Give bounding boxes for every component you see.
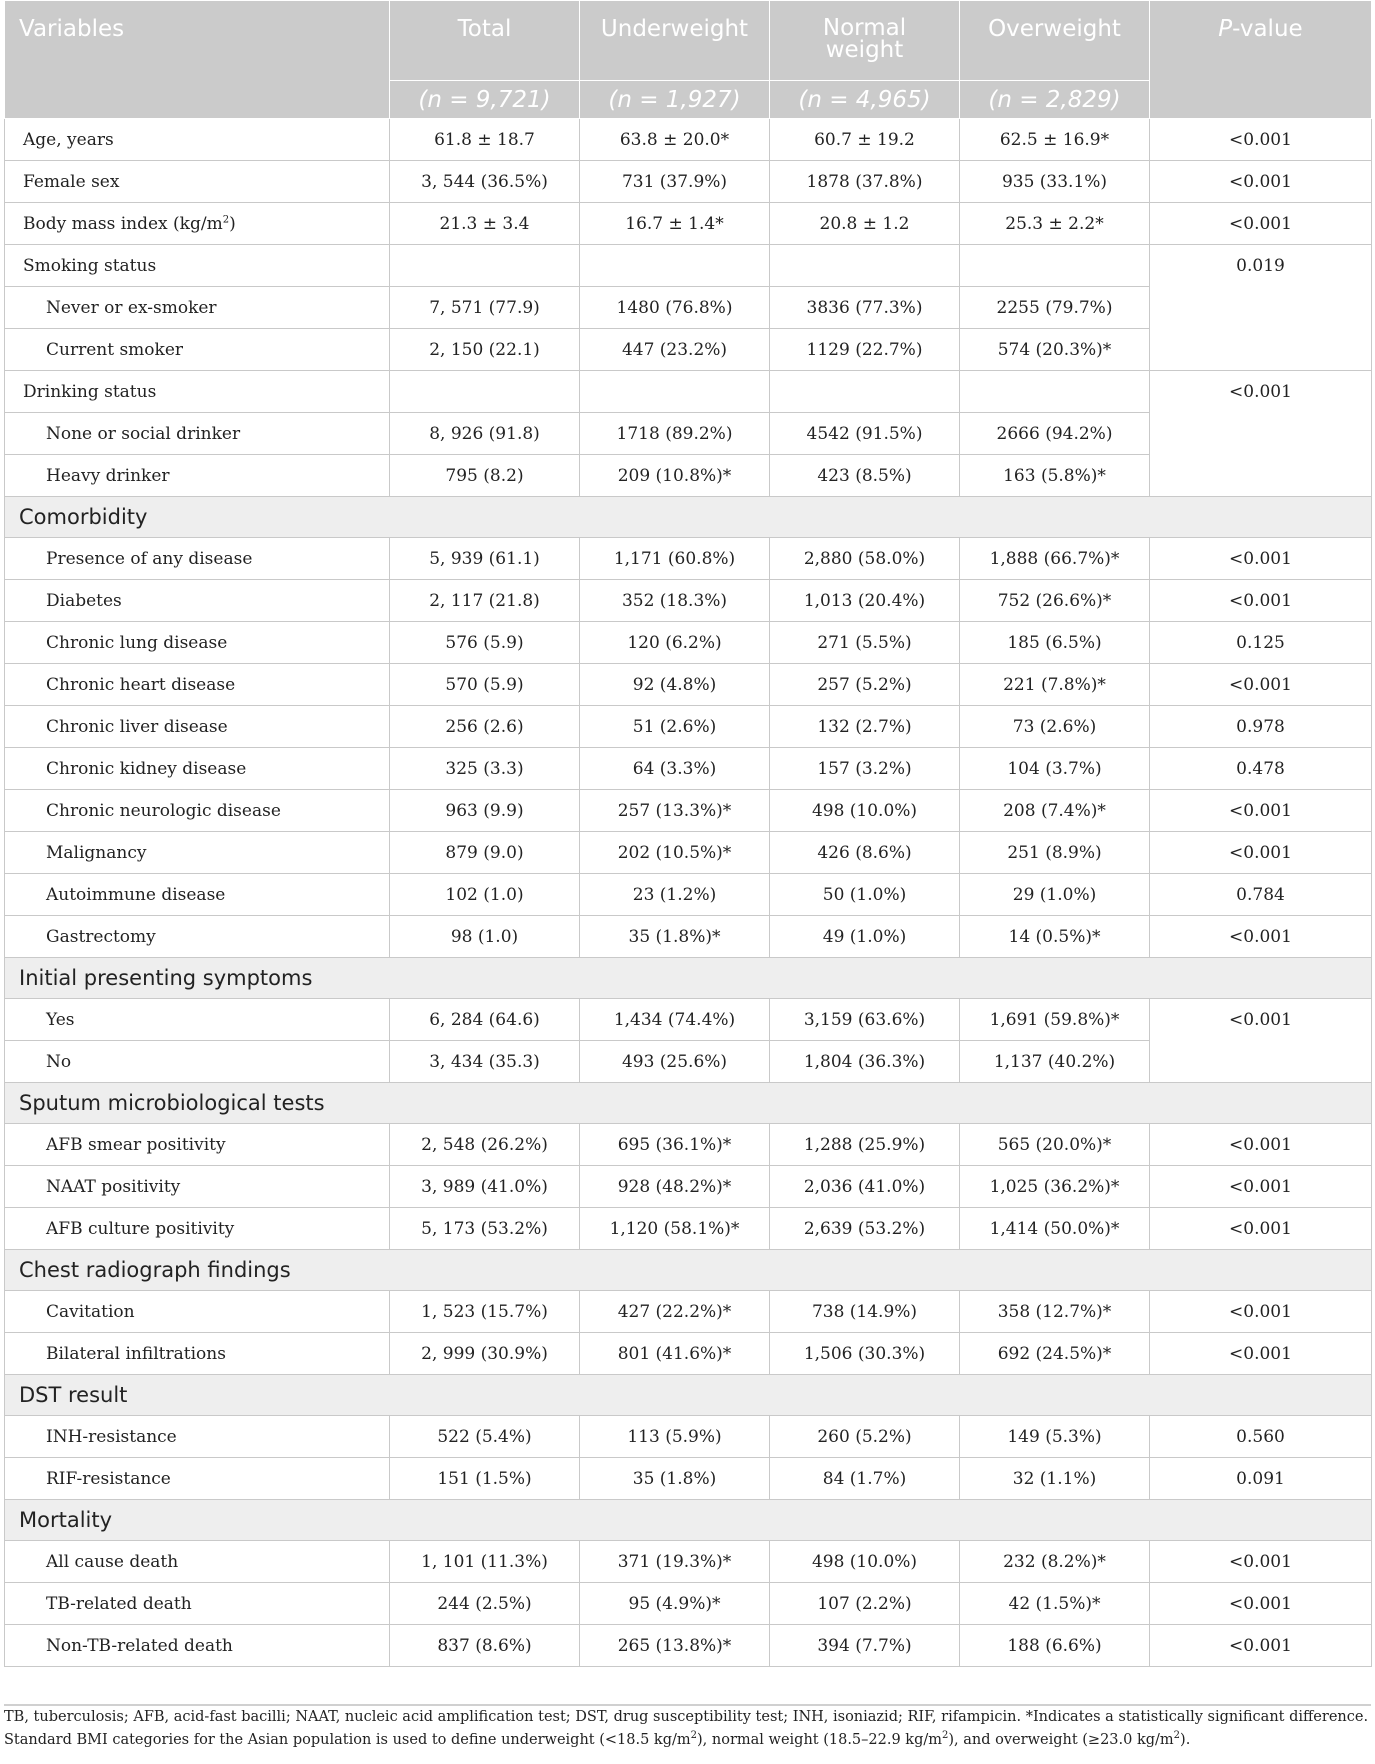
- table-row: [5, 455, 1372, 497]
- cell-p-value: <0.001: [1150, 1291, 1372, 1333]
- cell-normal: 394 (7.7%): [770, 1625, 960, 1667]
- cell-normal: 2,639 (53.2%): [770, 1208, 960, 1250]
- cell-p-value: <0.001: [1150, 538, 1372, 580]
- cell-underweight: 257 (13.3%)*: [580, 790, 770, 832]
- footnote-line-1: TB, tuberculosis; AFB, acid-fast bacilli; NAAT, nucleic acid amplification test; DST, drug susceptibility test; INH, isoniazid; RIF, rifampicin. *Indicates a statistically significant difference.: [4, 1709, 1369, 1725]
- cell-overweight: 104 (3.7%): [960, 748, 1150, 790]
- cell-total: 6, 284 (64.6): [390, 999, 580, 1041]
- cell-p-value: [1150, 413, 1372, 455]
- cell-underweight: 120 (6.2%): [580, 622, 770, 664]
- cell-p-value: <0.001: [1150, 1541, 1372, 1583]
- section-row-symptoms: [5, 958, 1372, 999]
- cell-underweight: 92 (4.8%): [580, 664, 770, 706]
- table-row: [5, 287, 1372, 329]
- table-header: [5, 1, 1372, 119]
- cell-overweight: 185 (6.5%): [960, 622, 1150, 664]
- row-label: Drinking status: [5, 371, 390, 413]
- row-label: Chronic liver disease: [5, 706, 390, 748]
- row-label: Gastrectomy: [5, 916, 390, 958]
- cell-normal: 50 (1.0%): [770, 874, 960, 916]
- table-row: [5, 1541, 1372, 1583]
- row-label: Age, years: [5, 119, 390, 161]
- table-row: [5, 580, 1372, 622]
- row-label: Current smoker: [5, 329, 390, 371]
- cell-overweight: 73 (2.6%): [960, 706, 1150, 748]
- cell-total: 5, 173 (53.2%): [390, 1208, 580, 1250]
- section-heading: DST result: [5, 1375, 1372, 1416]
- cell-total: 963 (9.9): [390, 790, 580, 832]
- cell-underweight: [580, 245, 770, 287]
- table-row: [5, 203, 1372, 245]
- row-label: Heavy drinker: [5, 455, 390, 497]
- cell-overweight: 149 (5.3%): [960, 1416, 1150, 1458]
- row-label: Autoimmune disease: [5, 874, 390, 916]
- table-row: [5, 1041, 1372, 1083]
- row-label: All cause death: [5, 1541, 390, 1583]
- cell-normal: 260 (5.2%): [770, 1416, 960, 1458]
- cell-total: [390, 371, 580, 413]
- cell-underweight: 95 (4.9%)*: [580, 1583, 770, 1625]
- cell-normal: 1,288 (25.9%): [770, 1124, 960, 1166]
- cell-overweight: 42 (1.5%)*: [960, 1583, 1150, 1625]
- row-label: RIF-resistance: [5, 1458, 390, 1500]
- cell-underweight: [580, 371, 770, 413]
- cell-underweight: 63.8 ± 20.0*: [580, 119, 770, 161]
- cell-normal: 1129 (22.7%): [770, 329, 960, 371]
- row-label: Presence of any disease: [5, 538, 390, 580]
- cell-total: 795 (8.2): [390, 455, 580, 497]
- table-row: [5, 161, 1372, 203]
- table-row: [5, 1625, 1372, 1667]
- cell-total: 325 (3.3): [390, 748, 580, 790]
- table-row: [5, 999, 1372, 1041]
- table-row: [5, 1124, 1372, 1166]
- table-row: [5, 832, 1372, 874]
- header-p-value: P-value: [1150, 1, 1372, 119]
- cell-p-value: [1150, 329, 1372, 371]
- cell-p-value: <0.001: [1150, 790, 1372, 832]
- cell-underweight: 209 (10.8%)*: [580, 455, 770, 497]
- table-row: [5, 538, 1372, 580]
- cell-normal: 2,036 (41.0%): [770, 1166, 960, 1208]
- table-row: [5, 664, 1372, 706]
- cell-overweight: 752 (26.6%)*: [960, 580, 1150, 622]
- cell-normal: 3,159 (63.6%): [770, 999, 960, 1041]
- table-row: [5, 1208, 1372, 1250]
- cell-normal: 20.8 ± 1.2: [770, 203, 960, 245]
- cell-p-value: <0.001: [1150, 1208, 1372, 1250]
- cell-total: 102 (1.0): [390, 874, 580, 916]
- cell-overweight: 574 (20.3%)*: [960, 329, 1150, 371]
- cell-underweight: 695 (36.1%)*: [580, 1124, 770, 1166]
- cell-p-value: <0.001: [1150, 580, 1372, 622]
- table-row: [5, 371, 1372, 413]
- table-container: [4, 0, 1371, 1667]
- cell-underweight: 1718 (89.2%): [580, 413, 770, 455]
- cell-normal: 84 (1.7%): [770, 1458, 960, 1500]
- row-label: Chronic heart disease: [5, 664, 390, 706]
- cell-underweight: 371 (19.3%)*: [580, 1541, 770, 1583]
- cell-p-value: 0.978: [1150, 706, 1372, 748]
- table-row: [5, 622, 1372, 664]
- row-label: No: [5, 1041, 390, 1083]
- cell-total: 151 (1.5%): [390, 1458, 580, 1500]
- cell-overweight: [960, 245, 1150, 287]
- cell-overweight: 1,888 (66.7%)*: [960, 538, 1150, 580]
- cell-overweight: 188 (6.6%): [960, 1625, 1150, 1667]
- table-row: [5, 1166, 1372, 1208]
- cell-normal: 4542 (91.5%): [770, 413, 960, 455]
- cell-total: 98 (1.0): [390, 916, 580, 958]
- row-label: NAAT positivity: [5, 1166, 390, 1208]
- cell-total: 3, 544 (36.5%): [390, 161, 580, 203]
- header-overweight: Overweight: [960, 1, 1150, 81]
- section-row-chest: [5, 1250, 1372, 1291]
- section-heading: Sputum microbiological tests: [5, 1083, 1372, 1124]
- row-label: Chronic neurologic disease: [5, 790, 390, 832]
- cell-total: 7, 571 (77.9): [390, 287, 580, 329]
- cell-underweight: 16.7 ± 1.4*: [580, 203, 770, 245]
- table-row: [5, 329, 1372, 371]
- cell-normal: 1,804 (36.3%): [770, 1041, 960, 1083]
- cell-p-value: <0.001: [1150, 1583, 1372, 1625]
- cell-normal: 49 (1.0%): [770, 916, 960, 958]
- section-row-comorbidity: [5, 497, 1372, 538]
- cell-p-value: <0.001: [1150, 1625, 1372, 1667]
- row-label: Diabetes: [5, 580, 390, 622]
- cell-p-value: 0.091: [1150, 1458, 1372, 1500]
- cell-overweight: 62.5 ± 16.9*: [960, 119, 1150, 161]
- cell-overweight: 358 (12.7%)*: [960, 1291, 1150, 1333]
- cell-normal: 426 (8.6%): [770, 832, 960, 874]
- table-row: [5, 1416, 1372, 1458]
- table-row: [5, 874, 1372, 916]
- cell-total: 2, 117 (21.8): [390, 580, 580, 622]
- cell-p-value: <0.001: [1150, 1333, 1372, 1375]
- cell-total: 5, 939 (61.1): [390, 538, 580, 580]
- cell-normal: 1,013 (20.4%): [770, 580, 960, 622]
- section-row-sputum: [5, 1083, 1372, 1124]
- cell-underweight: 493 (25.6%): [580, 1041, 770, 1083]
- cell-p-value: <0.001: [1150, 916, 1372, 958]
- table-body: [5, 119, 1372, 1667]
- table-row: [5, 1333, 1372, 1375]
- cell-underweight: 35 (1.8%): [580, 1458, 770, 1500]
- cell-overweight: 221 (7.8%)*: [960, 664, 1150, 706]
- cell-underweight: 64 (3.3%): [580, 748, 770, 790]
- cell-underweight: 801 (41.6%)*: [580, 1333, 770, 1375]
- row-label: AFB culture positivity: [5, 1208, 390, 1250]
- cell-normal: 498 (10.0%): [770, 1541, 960, 1583]
- table-row: [5, 1458, 1372, 1500]
- row-label: Never or ex-smoker: [5, 287, 390, 329]
- section-heading: Comorbidity: [5, 497, 1372, 538]
- cell-total: 21.3 ± 3.4: [390, 203, 580, 245]
- cell-overweight: 692 (24.5%)*: [960, 1333, 1150, 1375]
- header-n-normal: (n = 4,965): [770, 81, 960, 119]
- cell-underweight: 427 (22.2%)*: [580, 1291, 770, 1333]
- cell-p-value: <0.001: [1150, 999, 1372, 1041]
- row-label: Malignancy: [5, 832, 390, 874]
- cell-total: 2, 150 (22.1): [390, 329, 580, 371]
- cell-p-value: <0.001: [1150, 1166, 1372, 1208]
- cell-total: 8, 926 (91.8): [390, 413, 580, 455]
- cell-total: 837 (8.6%): [390, 1625, 580, 1667]
- section-heading: Chest radiograph findings: [5, 1250, 1372, 1291]
- row-label: TB-related death: [5, 1583, 390, 1625]
- cell-p-value: [1150, 455, 1372, 497]
- cell-overweight: 2255 (79.7%): [960, 287, 1150, 329]
- cell-normal: 3836 (77.3%): [770, 287, 960, 329]
- cell-total: 3, 434 (35.3): [390, 1041, 580, 1083]
- cell-normal: 107 (2.2%): [770, 1583, 960, 1625]
- row-label: Chronic lung disease: [5, 622, 390, 664]
- cell-overweight: 251 (8.9%): [960, 832, 1150, 874]
- cell-underweight: 35 (1.8%)*: [580, 916, 770, 958]
- cell-overweight: 2666 (94.2%): [960, 413, 1150, 455]
- table-row: [5, 413, 1372, 455]
- cell-normal: 738 (14.9%): [770, 1291, 960, 1333]
- table-row: [5, 790, 1372, 832]
- header-n-underweight: (n = 1,927): [580, 81, 770, 119]
- cell-total: 522 (5.4%): [390, 1416, 580, 1458]
- table-row: [5, 245, 1372, 287]
- footnote-line-2: Standard BMI categories for the Asian population is used to define underweight (<18.5 $kg/m^2$), normal weight (18.5–22.9 $kg/m^2$), and overweight (≥23.0 $kg/m^2$).: [4, 1730, 1191, 1748]
- table-row: [5, 916, 1372, 958]
- cell-underweight: 928 (48.2%)*: [580, 1166, 770, 1208]
- cell-total: 3, 989 (41.0%): [390, 1166, 580, 1208]
- cell-underweight: 113 (5.9%): [580, 1416, 770, 1458]
- cell-underweight: 447 (23.2%): [580, 329, 770, 371]
- cell-p-value: <0.001: [1150, 119, 1372, 161]
- cell-underweight: 352 (18.3%): [580, 580, 770, 622]
- header-variables: Variables: [5, 1, 390, 119]
- cell-overweight: 1,137 (40.2%): [960, 1041, 1150, 1083]
- cell-p-value: <0.001: [1150, 664, 1372, 706]
- cell-overweight: 208 (7.4%)*: [960, 790, 1150, 832]
- cell-normal: 157 (3.2%): [770, 748, 960, 790]
- cell-p-value: 0.125: [1150, 622, 1372, 664]
- row-label: Bilateral infiltrations: [5, 1333, 390, 1375]
- section-row-mortality: [5, 1500, 1372, 1541]
- cell-overweight: 232 (8.2%)*: [960, 1541, 1150, 1583]
- cell-p-value: [1150, 1041, 1372, 1083]
- cell-overweight: 1,691 (59.8%)*: [960, 999, 1150, 1041]
- cell-total: 244 (2.5%): [390, 1583, 580, 1625]
- row-label: Smoking status: [5, 245, 390, 287]
- cell-normal: 1878 (37.8%): [770, 161, 960, 203]
- cell-p-value: <0.001: [1150, 203, 1372, 245]
- cell-underweight: 265 (13.8%)*: [580, 1625, 770, 1667]
- cell-normal: 132 (2.7%): [770, 706, 960, 748]
- row-label: Yes: [5, 999, 390, 1041]
- cell-underweight: 1,434 (74.4%): [580, 999, 770, 1041]
- section-heading: Initial presenting symptoms: [5, 958, 1372, 999]
- cell-p-value: <0.001: [1150, 161, 1372, 203]
- cell-normal: 498 (10.0%): [770, 790, 960, 832]
- cell-p-value: 0.560: [1150, 1416, 1372, 1458]
- cell-normal: 1,506 (30.3%): [770, 1333, 960, 1375]
- cell-total: 879 (9.0): [390, 832, 580, 874]
- cell-overweight: [960, 371, 1150, 413]
- cell-normal: 423 (8.5%): [770, 455, 960, 497]
- table-row: [5, 748, 1372, 790]
- cell-overweight: 25.3 ± 2.2*: [960, 203, 1150, 245]
- cell-underweight: 1,120 (58.1%)*: [580, 1208, 770, 1250]
- cell-total: 2, 999 (30.9%): [390, 1333, 580, 1375]
- section-row-dst: [5, 1375, 1372, 1416]
- row-label: Body mass index $(kg/m^2)$: [5, 203, 390, 245]
- cell-overweight: 163 (5.8%)*: [960, 455, 1150, 497]
- table-row: [5, 119, 1372, 161]
- row-label: Non-TB-related death: [5, 1625, 390, 1667]
- cell-total: 576 (5.9): [390, 622, 580, 664]
- cell-overweight: 1,414 (50.0%)*: [960, 1208, 1150, 1250]
- cell-total: 1, 523 (15.7%): [390, 1291, 580, 1333]
- cell-overweight: 29 (1.0%): [960, 874, 1150, 916]
- cell-p-value: 0.784: [1150, 874, 1372, 916]
- row-label: AFB smear positivity: [5, 1124, 390, 1166]
- header-underweight: Underweight: [580, 1, 770, 81]
- cell-underweight: 202 (10.5%)*: [580, 832, 770, 874]
- cell-p-value: 0.019: [1150, 245, 1372, 287]
- header-normal-weight: Normal weight: [770, 1, 960, 81]
- table-row: [5, 706, 1372, 748]
- cell-p-value: <0.001: [1150, 832, 1372, 874]
- cell-normal: 60.7 ± 19.2: [770, 119, 960, 161]
- header-total: Total: [390, 1, 580, 81]
- row-label: Chronic kidney disease: [5, 748, 390, 790]
- cell-overweight: 32 (1.1%): [960, 1458, 1150, 1500]
- cell-underweight: 1480 (76.8%): [580, 287, 770, 329]
- cell-normal: 271 (5.5%): [770, 622, 960, 664]
- cell-normal: 2,880 (58.0%): [770, 538, 960, 580]
- table-row: [5, 1583, 1372, 1625]
- cell-p-value: <0.001: [1150, 1124, 1372, 1166]
- row-label: Female sex: [5, 161, 390, 203]
- cell-total: [390, 245, 580, 287]
- cell-overweight: 1,025 (36.2%)*: [960, 1166, 1150, 1208]
- cell-p-value: <0.001: [1150, 371, 1372, 413]
- cell-p-value: 0.478: [1150, 748, 1372, 790]
- row-label: None or social drinker: [5, 413, 390, 455]
- cell-normal: [770, 371, 960, 413]
- cell-total: 61.8 ± 18.7: [390, 119, 580, 161]
- table-footnote: [4, 1706, 1371, 1752]
- row-label: Cavitation: [5, 1291, 390, 1333]
- cell-underweight: 1,171 (60.8%): [580, 538, 770, 580]
- cell-overweight: 935 (33.1%): [960, 161, 1150, 203]
- row-label: INH-resistance: [5, 1416, 390, 1458]
- cell-underweight: 23 (1.2%): [580, 874, 770, 916]
- cell-total: 2, 548 (26.2%): [390, 1124, 580, 1166]
- cell-p-value: [1150, 287, 1372, 329]
- cell-overweight: 14 (0.5%)*: [960, 916, 1150, 958]
- header-n-total: (n = 9,721): [390, 81, 580, 119]
- cell-total: 256 (2.6): [390, 706, 580, 748]
- cell-underweight: 51 (2.6%): [580, 706, 770, 748]
- table-row: [5, 1291, 1372, 1333]
- section-heading: Mortality: [5, 1500, 1372, 1541]
- cell-total: 1, 101 (11.3%): [390, 1541, 580, 1583]
- cell-normal: [770, 245, 960, 287]
- data-table: [4, 0, 1372, 1667]
- header-n-overweight: (n = 2,829): [960, 81, 1150, 119]
- cell-overweight: 565 (20.0%)*: [960, 1124, 1150, 1166]
- cell-underweight: 731 (37.9%): [580, 161, 770, 203]
- cell-total: 570 (5.9): [390, 664, 580, 706]
- cell-normal: 257 (5.2%): [770, 664, 960, 706]
